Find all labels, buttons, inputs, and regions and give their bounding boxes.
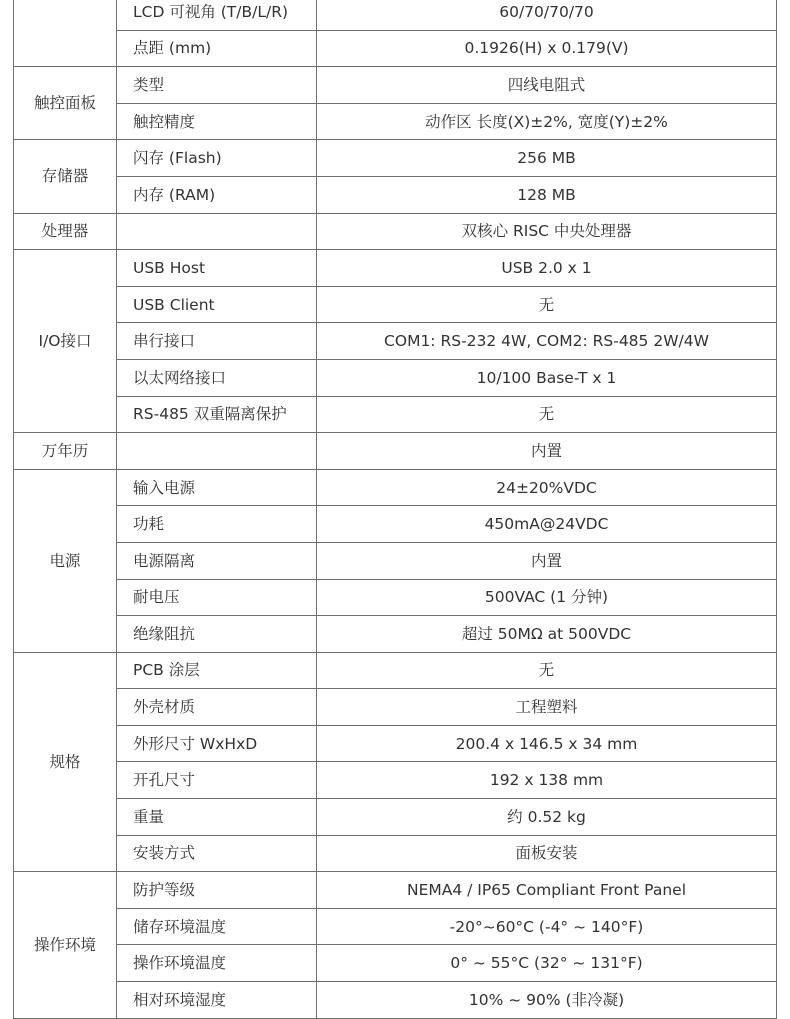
param-value-cell: COM1: RS-232 4W, COM2: RS-485 2W/4W [317, 323, 777, 360]
table-row [14, 835, 777, 872]
param-name-cell: PCB 涂层 [117, 652, 317, 689]
table-row [14, 542, 777, 579]
group-label-cell: 操作环境 [14, 872, 117, 1018]
param-value-cell: 动作区 长度(X)±2%, 宽度(Y)±2% [317, 103, 777, 140]
param-name-cell: 点距 (mm) [117, 30, 317, 67]
spec-table-body [14, 0, 777, 1018]
table-row [14, 725, 777, 762]
table-row [14, 616, 777, 653]
param-name-cell: 串行接口 [117, 323, 317, 360]
table-row [14, 359, 777, 396]
table-row [14, 762, 777, 799]
group-label-cell [14, 0, 117, 67]
param-value-cell: 24±20%VDC [317, 469, 777, 506]
table-row [14, 250, 777, 287]
param-name-cell: 闪存 (Flash) [117, 140, 317, 177]
param-value-cell: 192 x 138 mm [317, 762, 777, 799]
group-label-cell: 电源 [14, 469, 117, 652]
param-name-cell: RS-485 双重隔离保护 [117, 396, 317, 433]
table-row [14, 872, 777, 909]
group-label-cell: 触控面板 [14, 67, 117, 140]
table-row [14, 323, 777, 360]
table-row [14, 176, 777, 213]
param-name-cell [117, 213, 317, 250]
table-row [14, 213, 777, 250]
table-row [14, 579, 777, 616]
param-name-cell: 操作环境温度 [117, 945, 317, 982]
table-row [14, 433, 777, 470]
spec-table-container [13, 0, 776, 1019]
param-name-cell: 开孔尺寸 [117, 762, 317, 799]
param-value-cell: 0.1926(H) x 0.179(V) [317, 30, 777, 67]
table-row [14, 689, 777, 726]
param-value-cell: 256 MB [317, 140, 777, 177]
table-row [14, 286, 777, 323]
param-name-cell: 内存 (RAM) [117, 176, 317, 213]
param-value-cell: 10% ~ 90% (非冷凝) [317, 982, 777, 1019]
param-name-cell: 耐电压 [117, 579, 317, 616]
param-value-cell: 无 [317, 396, 777, 433]
group-label-cell: 万年历 [14, 433, 117, 470]
table-row [14, 0, 777, 30]
param-value-cell: 60/70/70/70 [317, 0, 777, 30]
table-row [14, 799, 777, 836]
param-value-cell: -20°~60°C (-4° ~ 140°F) [317, 908, 777, 945]
param-value-cell: 四线电阻式 [317, 67, 777, 104]
param-name-cell: 类型 [117, 67, 317, 104]
table-row [14, 103, 777, 140]
param-value-cell: 10/100 Base-T x 1 [317, 359, 777, 396]
param-value-cell: 内置 [317, 542, 777, 579]
param-name-cell: USB Host [117, 250, 317, 287]
table-row [14, 30, 777, 67]
table-row [14, 140, 777, 177]
table-row [14, 945, 777, 982]
param-value-cell: 200.4 x 146.5 x 34 mm [317, 725, 777, 762]
param-name-cell: 触控精度 [117, 103, 317, 140]
param-value-cell: 内置 [317, 433, 777, 470]
table-row [14, 652, 777, 689]
spec-table [13, 0, 777, 1019]
param-name-cell: 输入电源 [117, 469, 317, 506]
param-name-cell: LCD 可视角 (T/B/L/R) [117, 0, 317, 30]
param-value-cell: 128 MB [317, 176, 777, 213]
param-value-cell: 面板安装 [317, 835, 777, 872]
param-value-cell: 无 [317, 286, 777, 323]
param-name-cell: 外形尺寸 WxHxD [117, 725, 317, 762]
param-name-cell: 安装方式 [117, 835, 317, 872]
param-name-cell: 外壳材质 [117, 689, 317, 726]
param-name-cell: 防护等级 [117, 872, 317, 909]
group-label-cell: 处理器 [14, 213, 117, 250]
param-value-cell: 约 0.52 kg [317, 799, 777, 836]
param-name-cell: 重量 [117, 799, 317, 836]
param-value-cell: 0° ~ 55°C (32° ~ 131°F) [317, 945, 777, 982]
param-value-cell: 500VAC (1 分钟) [317, 579, 777, 616]
param-value-cell: NEMA4 / IP65 Compliant Front Panel [317, 872, 777, 909]
param-name-cell: 相对环境湿度 [117, 982, 317, 1019]
table-row [14, 908, 777, 945]
param-value-cell: USB 2.0 x 1 [317, 250, 777, 287]
param-value-cell: 450mA@24VDC [317, 506, 777, 543]
table-row [14, 67, 777, 104]
param-value-cell: 双核心 RISC 中央处理器 [317, 213, 777, 250]
param-name-cell: 功耗 [117, 506, 317, 543]
table-row [14, 396, 777, 433]
param-name-cell: 电源隔离 [117, 542, 317, 579]
group-label-cell: I/O接口 [14, 250, 117, 433]
param-name-cell: 绝缘阻抗 [117, 616, 317, 653]
param-name-cell: 储存环境温度 [117, 908, 317, 945]
param-name-cell [117, 433, 317, 470]
group-label-cell: 规格 [14, 652, 117, 872]
table-row [14, 506, 777, 543]
param-value-cell: 超过 50MΩ at 500VDC [317, 616, 777, 653]
param-value-cell: 无 [317, 652, 777, 689]
table-row [14, 469, 777, 506]
param-name-cell: USB Client [117, 286, 317, 323]
param-value-cell: 工程塑料 [317, 689, 777, 726]
group-label-cell: 存储器 [14, 140, 117, 213]
param-name-cell: 以太网络接口 [117, 359, 317, 396]
